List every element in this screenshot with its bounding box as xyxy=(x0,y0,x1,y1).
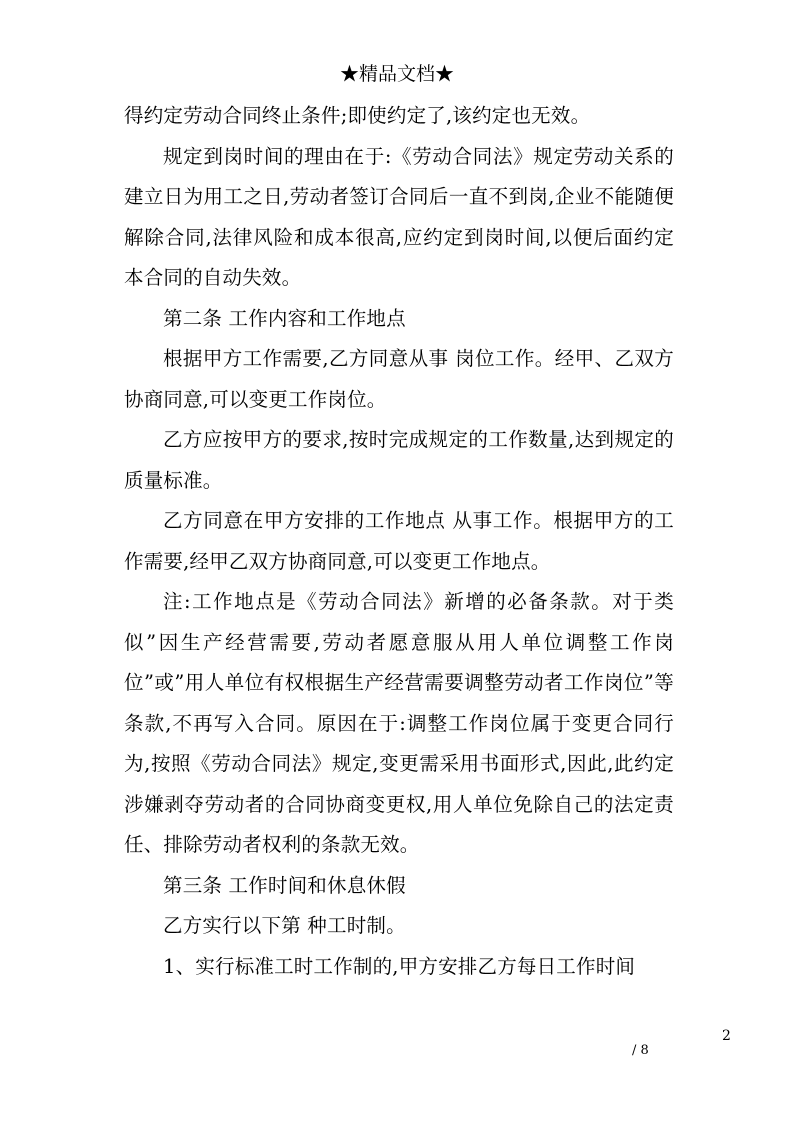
paragraph: 乙方应按甲方的要求,按时完成规定的工作数量,达到规定的质量标准。 xyxy=(124,428,674,492)
paragraph: 得约定劳动合同终止条件;即使约定了,该约定也无效。 xyxy=(124,104,591,127)
paragraph: 注:工作地点是《劳动合同法》新增的必备条款。对于类似”因生产经营需要,劳动者愿意服从用人单位调整工作岗位”或”用人单位有权根据生产经营需要调整劳动者工作岗位”等条款,不再写入合同。原因在于:调整工作岗位属于变更合同行为,按照《劳动合同法》规定,变更需采用书面形式,因此,此约定涉嫌剥夺劳动者的合同协商变更权,用人单位免除自己的法定责任、排除劳动者权利的条款无效。 xyxy=(124,590,674,856)
page-number: 2 xyxy=(722,1028,731,1044)
paragraph: 第三条 工作时间和休息休假 xyxy=(163,873,406,897)
paragraph: 规定到岗时间的理由在于:《劳动合同法》规定劳动关系的建立日为用工之日,劳动者签订合同后一直不到岗,企业不能随便解除合同,法律风险和成本很高,应约定到岗时间,以便后面约定本合同的自动失效。 xyxy=(124,144,674,289)
paragraph: 乙方同意在甲方安排的工作地点 从事工作。根据甲方的工作需要,经甲乙双方协商同意,可以变更工作地点。 xyxy=(124,509,674,573)
paragraph: 第二条 工作内容和工作地点 xyxy=(163,306,406,330)
document-header-title: ★精品文档★ xyxy=(339,63,454,85)
document-body xyxy=(124,96,674,987)
page-total: / 8 xyxy=(632,1043,649,1058)
paragraph: 1、实行标准工时工作制的,甲方安排乙方每日工作时间 xyxy=(163,954,636,978)
paragraph: 根据甲方工作需要,乙方同意从事 岗位工作。经甲、乙双方协商同意,可以变更工作岗位。 xyxy=(124,347,674,411)
paragraph: 乙方实行以下第 种工时制。 xyxy=(163,914,406,937)
